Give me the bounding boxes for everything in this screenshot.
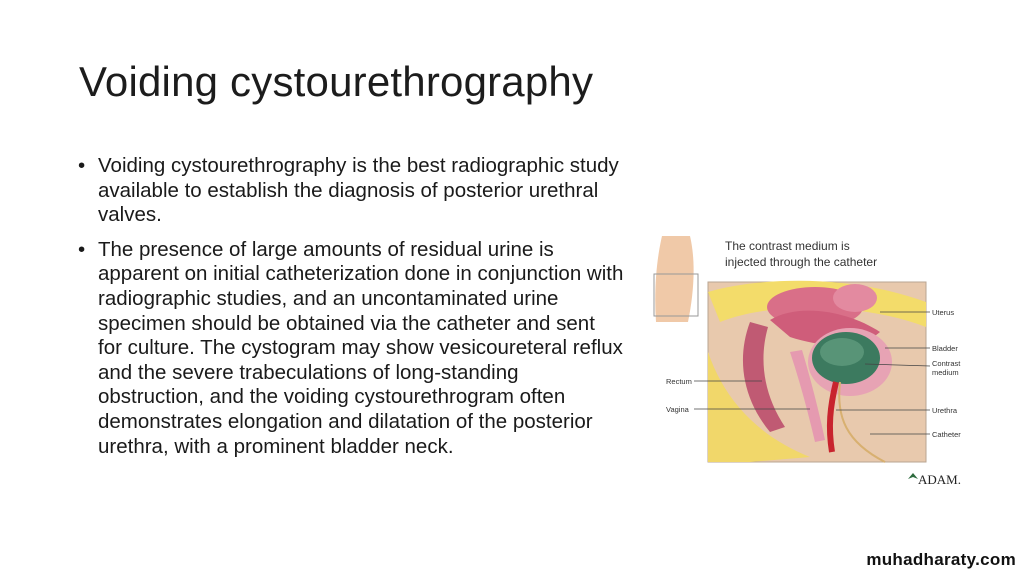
bullet-item: • Voiding cystourethrography is the best radiographic study available to establish the diagnosis of posterior urethral valves. bbox=[76, 154, 624, 228]
label-urethra: Urethra bbox=[932, 406, 958, 415]
slide-title: Voiding cystourethrography bbox=[79, 58, 594, 105]
bullet-list bbox=[76, 154, 624, 469]
bullet-item: • The presence of large amounts of residual urine is apparent on initial catheterization done in conjunction with radiographic studies, and an uncontaminated urine specimen should be obtained via the catheter and sent for culture. The cystogram may show vesicoureteral reflux and the severe trabeculations of long-standing obstruction, and the voiding cystourethrogram often demonstrates elongation and dilatation of the posterior urethra, with a prominent bladder neck. bbox=[76, 238, 624, 459]
anatomy-illustration bbox=[650, 232, 986, 494]
svg-text:ADAM.: ADAM. bbox=[918, 472, 961, 487]
label-contrast-line-2: medium bbox=[932, 368, 959, 377]
body-silhouette-thumbnail bbox=[654, 236, 698, 322]
label-catheter: Catheter bbox=[932, 430, 961, 439]
label-bladder: Bladder bbox=[932, 344, 958, 353]
caption-line-1: The contrast medium is bbox=[725, 239, 850, 253]
label-contrast-line-1: Contrast bbox=[932, 359, 961, 368]
watermark: muhadharaty.com bbox=[866, 550, 1016, 569]
pelvic-cross-section bbox=[708, 281, 926, 462]
label-vagina: Vagina bbox=[666, 405, 689, 414]
label-uterus: Uterus bbox=[932, 308, 955, 317]
adam-logo bbox=[908, 472, 961, 487]
caption-line-2: injected through the catheter bbox=[725, 255, 878, 269]
label-rectum: Rectum bbox=[666, 377, 692, 386]
